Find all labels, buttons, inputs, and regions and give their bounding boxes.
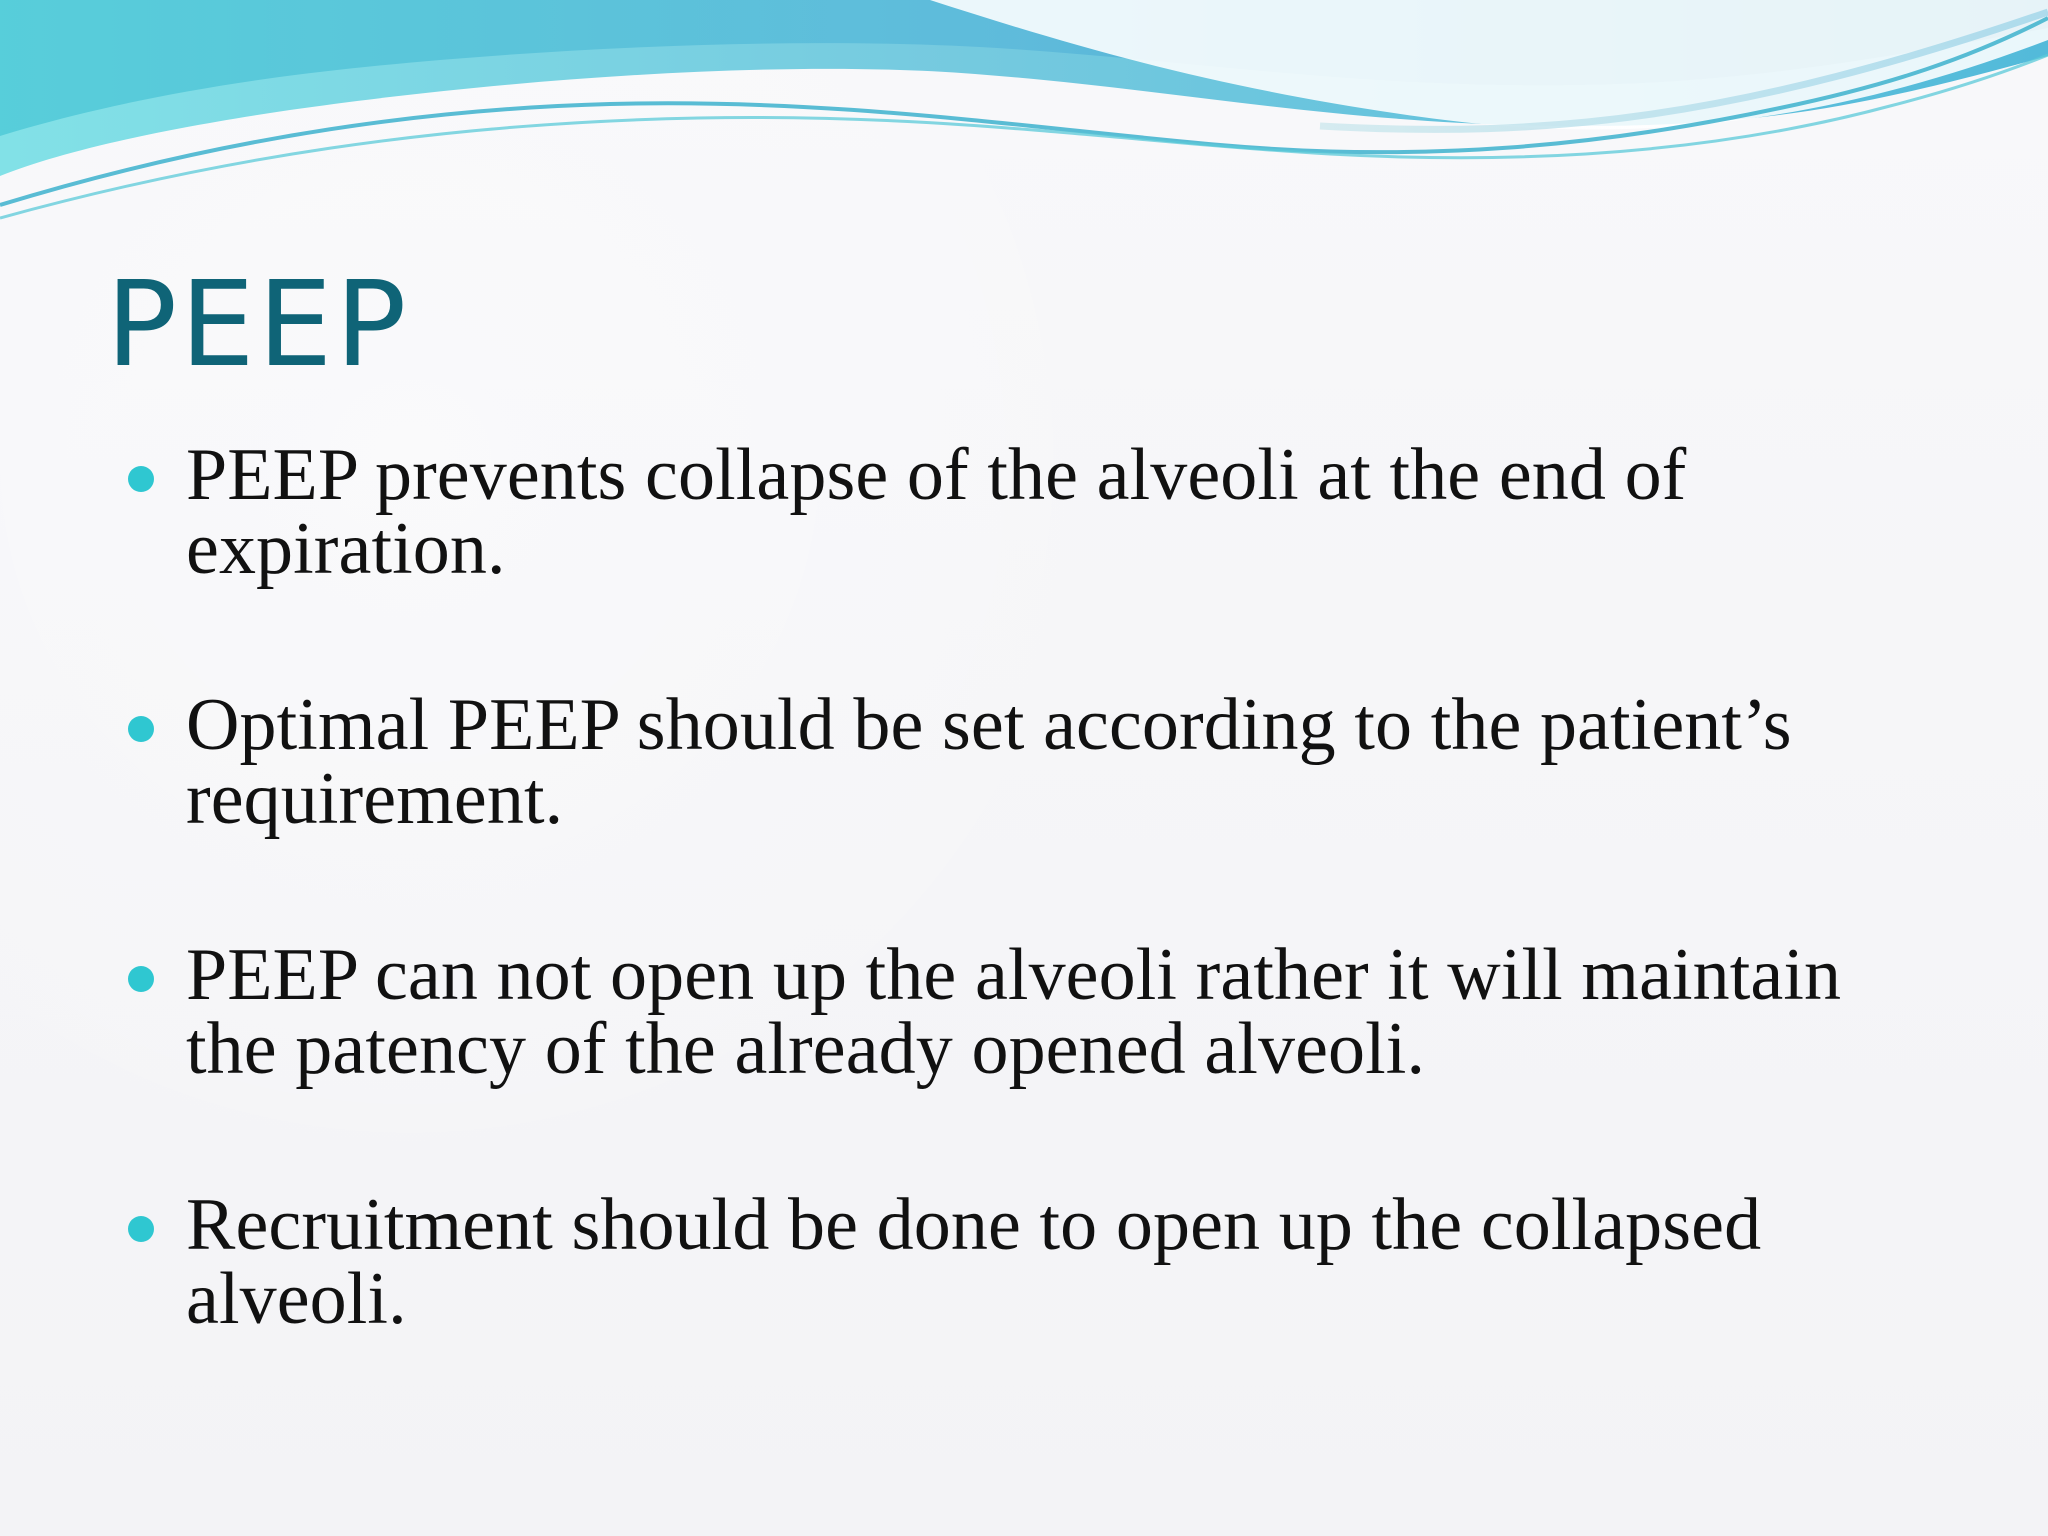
bullet-item-2 <box>128 684 1948 840</box>
slide-title: PEEP <box>106 255 410 393</box>
bullet-icon-1 <box>128 466 154 492</box>
bullet-icon-3 <box>128 966 154 992</box>
top-wave-decoration <box>0 0 2048 240</box>
bullet-item-4 <box>128 1184 1948 1340</box>
bullet-text-2: Optimal PEEP should be set according to the patient’s requirement. <box>186 684 1792 840</box>
bullet-text-3: PEEP can not open up the alveoli rather it will maintain the patency of the already opened alveoli. <box>186 934 1842 1090</box>
bullet-text-1: PEEP prevents collapse of the alveoli at the end of expiration. <box>186 434 1687 590</box>
bullet-list <box>128 434 1948 1340</box>
bullet-icon-2 <box>128 716 154 742</box>
bullet-item-1 <box>128 434 1948 590</box>
bullet-text-4: Recruitment should be done to open up the collapsed alveoli. <box>186 1184 1762 1340</box>
bullet-item-3 <box>128 934 1948 1090</box>
bullet-icon-4 <box>128 1216 154 1242</box>
